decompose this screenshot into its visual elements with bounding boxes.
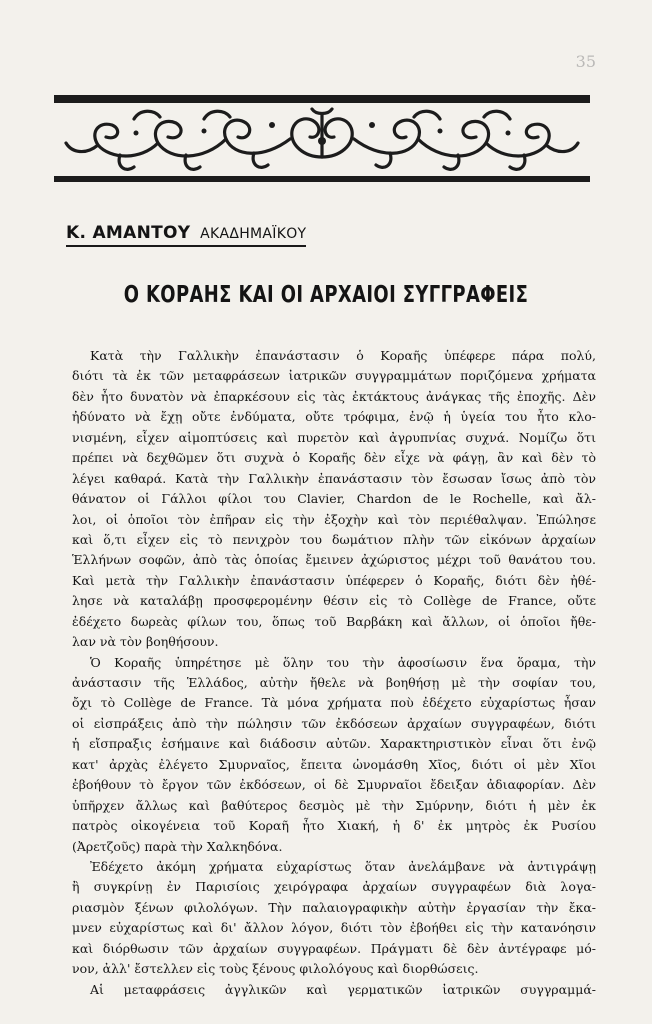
body-line: διότι τὰ ἐκ τῶν μεταφράσεων ἰατρικῶν συγγραμμάτων ποριζόμενα χρήματα [72,368,596,384]
body-line: θάνατον οἱ Γάλλοι φίλοι του Clavier, Chardon de le Rochelle, καὶ ἄλ- [72,491,596,507]
body-line: Καὶ μετὰ τὴν Γαλλικὴν ἐπανάστασιν ὑπέφερεν ὁ Κοραῆς, διότι δὲν ἠθέ- [72,572,596,588]
article-title: Ο ΚΟΡΑΗΣ ΚΑΙ ΟΙ ΑΡΧΑΙΟΙ ΣΥΓΓΡΑΦΕΙΣ [123,282,529,308]
body-line: νον, ἀλλ' ἔστελλεν εἰς τοὺς ξένους φιλολόγους καὶ διορθώσεις. [72,961,479,977]
decorative-scroll-ornament-icon [54,95,590,185]
page-number: 35 [575,52,596,71]
body-line: Ἐδέχετο ἀκόμη χρήματα εὐχαρίστως ὅταν ἀνελάμβανε νὰ ἀντιγράψῃ [90,858,596,874]
body-line: οἱ εἰσπράξεις ἀπὸ τὴν πώλησιν τῶν ἐκδόσεων ἀρχαίων συγγραφέων, διότι [72,715,596,731]
body-line: (Ἀρετζοῦς) παρὰ τὴν Χαλκηδόνα. [72,838,283,854]
body-line: λαν νὰ τὸν βοηθήσουν. [72,634,219,650]
body-line: Κατὰ τὴν Γαλλικὴν ἐπανάστασιν ὁ Κοραῆς ὑπέφερε πάρα πολύ, [90,348,596,363]
body-line: Ὁ Κοραῆς ὑπηρέτησε μὲ ὅλην του τὴν ἀφοσίωσιν ἕνα ὅραμα, τὴν [90,654,596,670]
body-line: ἡ εἴσπραξις ἐσήμαινε καὶ διάδοσιν αὐτῶν. Χαρακτηριστικὸν εἶναι ὅτι ἐνῷ [72,736,596,752]
body-line: ὄχι τὸ Collège de France. Τὰ μόνα χρήματα ποὺ ἐδέχετο εὐχαρίστως ἦσαν [72,695,596,711]
author-line [66,223,306,247]
body-line: κατ' ἀρχὰς ἐλέγετο Σμυρναῖος, ἔπειτα ὠνομάσθη Χῖος, διότι οἱ μὲν Χῖοι [72,756,596,772]
body-line: Ἑλλήνων σοφῶν, ἀπὸ τὰς ὁποίας ἔμεινεν ἀχώριστος μέχρι τοῦ θανάτου του. [72,552,596,568]
body-line: ἐδέχετο δωρεὰς φίλων του, ὅπως τοῦ Βαρβάκη καὶ ἄλλων, οἱ ὁποῖοι ἤθε- [72,613,596,629]
author-name: Κ. ΑΜΑΝΤΟΥ [66,223,191,243]
body-line: ἢ συγκρίνῃ ἐν Παρισίοις χειρόγραφα ἀρχαίων συγγραφέων διὰ λογα- [72,879,596,895]
body-line: δὲν ἦτο δυνατὸν νὰ ἐπαρκέσουν εἰς τὰς ἐκτάκτους ἀνάγκας τῆς ἐποχῆς. Δὲν [72,388,596,404]
body-line: Αἱ μεταφράσεις ἀγγλικῶν καὶ γερματικῶν ἰατρικῶν συγγραμμά- [90,981,596,997]
body-line: νισμένη, εἶχεν αἱμοπτύσεις καὶ πυρετὸν καὶ ἀγρυπνίας συχνά. Νομίζω ὅτι [72,429,596,445]
body-line: πρέπει νὰ δεχθῶμεν ὅτι συχνὰ ὁ Κοραῆς δὲν εἶχε νὰ φάγῃ, ἂν καὶ δὲν τὸ [72,450,596,466]
body-line: καὶ διόρθωσιν τῶν ἀρχαίων συγγραφέων. Πράγματι δὲ δὲν ἀντέγραφε μό- [72,940,596,956]
body-line: πατρὸς οἰκογένεια τοῦ Κοραῆ ἦτο Χιακή, ἡ δ' ἐκ μητρὸς ἐκ Ρυσίου [72,818,596,834]
body-line: καὶ ὅ,τι εἶχεν εἰς τὸ πενιχρὸν του δωμάτιον πλὴν τῶν εἰκόνων ἀρχαίων [72,531,596,547]
body-line: μνεν εὐχαρίστως καὶ δι' ἄλλον λόγον, διότι τὸν ἐβοήθει εἰς τὴν κατανόησιν [72,920,596,936]
body-line: λέγει καθαρά. Κατὰ τὴν Γαλλικὴν ἐπανάστασιν τὸν ἔσωσαν ἴσως ἀπὸ τὸν [72,470,596,486]
body-line: ὑπῆρχεν ἄλλως καὶ βαθύτερος δεσμὸς μὲ τὴν Σμύρνην, διότι ἡ μὲν ἐκ [72,797,596,813]
author-affiliation: ΑΚΑΔΗΜΑΪΚΟΥ [200,226,307,242]
body-line: λησε νὰ καταλάβῃ προσφερομένην θέσιν εἰς τὸ Collège de France, οὔτε [72,593,596,609]
body-line: ἐβοήθουν τὸ ἔργον τῶν ἐκδόσεων, οἱ δὲ Σμυρναῖοι ἔδειξαν ἀδιαφορίαν. Δὲν [72,777,596,793]
body-line: ριασμὸν ξένων φιλολόγων. Τὴν παλαιογραφικὴν αὐτὴν ἐργασίαν τὴν ἔκα- [72,899,596,915]
body-line: λοι, οἱ ὁποῖοι τὸν ἐπῆραν εἰς τὴν ἐξοχὴν καὶ τὸν περιέθαλψαν. Ἐπώλησε [72,511,596,527]
body-line: ἀνάστασιν τῆς Ἑλλάδος, αὐτὴν ἤθελε νὰ βοηθήσῃ μὲ τὴν σοφίαν του, [72,675,596,690]
body-line: ἠδύνατο νὰ ἔχῃ οὔτε ἐνδύματα, οὔτε τρόφιμα, ἐνῷ ἡ ὑγεία του ἦτο κλο- [72,409,596,425]
article-body [72,346,596,1000]
